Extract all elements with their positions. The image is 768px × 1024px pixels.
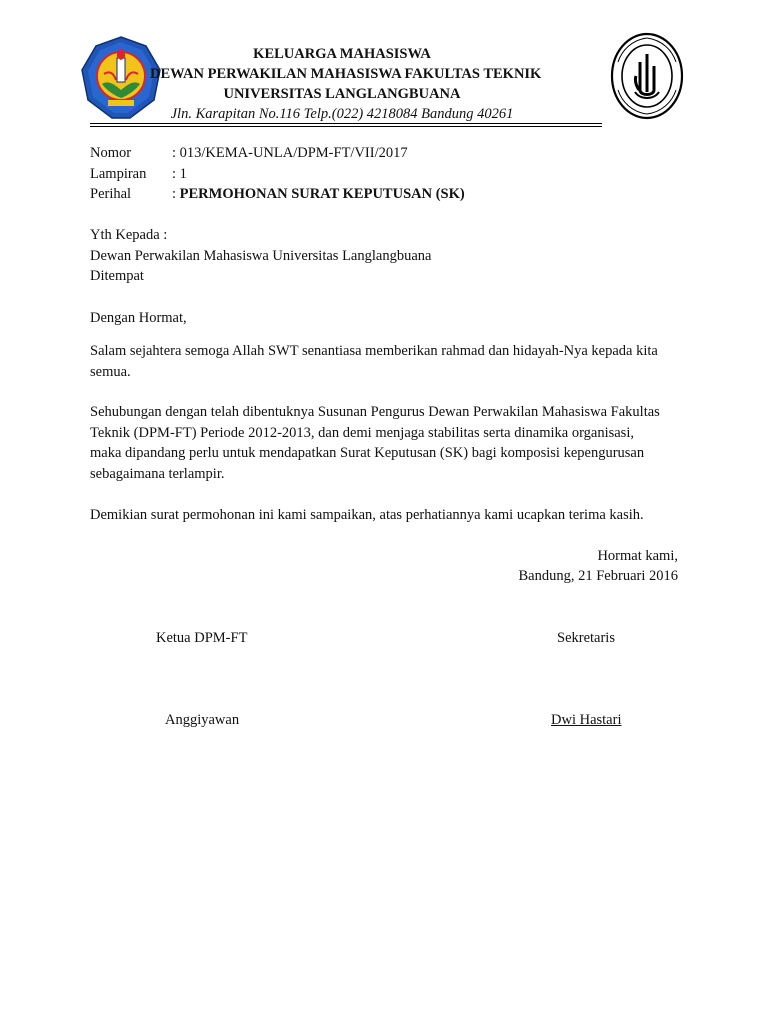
meta-label: Perihal [90, 186, 132, 202]
recipient-line-3: Ditempat [90, 268, 144, 284]
letterhead-line-3: UNIVERSITAS LANGLANGBUANA [223, 86, 461, 102]
signature-right-name: Dwi Hastari [551, 712, 622, 728]
letterhead-line-2: DEWAN PERWAKILAN MAHASISWA FAKULTAS TEKNIK [150, 66, 542, 82]
greeting: Dengan Hormat, [90, 310, 187, 326]
meta-colon: : [172, 186, 180, 202]
meta-row-perihal [90, 184, 465, 205]
letterhead [150, 44, 542, 124]
letter-meta [90, 143, 465, 205]
dpm-seal-icon [610, 32, 684, 120]
signature-left-name: Anggiyawan [165, 712, 240, 728]
meta-value: : 013/KEMA-UNLA/DPM-FT/VII/2017 [172, 145, 408, 161]
letterhead-line-1: KELUARGA MAHASISWA [253, 46, 431, 62]
meta-label: Lampiran [90, 165, 147, 182]
letterhead-divider-2 [90, 126, 602, 127]
meta-label: Nomor [90, 145, 132, 161]
signature-left-role: Ketua DPM-FT [156, 630, 248, 646]
paragraph-3: Demikian surat permohonan ini kami sampaikan, atas perhatiannya kami ucapkan terima kasih. [90, 507, 644, 523]
recipient-line-2: Dewan Perwakilan Mahasiswa Universitas Langlangbuana [90, 247, 432, 264]
signature-right-role: Sekretaris [557, 630, 615, 646]
meta-row-lampiran [90, 164, 465, 185]
paragraph-1: Salam sejahtera semoga Allah SWT senantiasa memberikan rahmad dan hidayah-Nya kepada kita semua. [90, 343, 658, 380]
closing-place-date: Bandung, 21 Februari 2016 [518, 568, 678, 584]
recipient-line-1: Yth Kepada : [90, 227, 168, 243]
meta-value: : 1 [172, 165, 187, 182]
letterhead-address: Jln. Karapitan No.116 Telp.(022) 4218084 Bandung 40261 [170, 106, 514, 122]
paragraph-2: Sehubungan dengan telah dibentuknya Susunan Pengurus Dewan Perwakilan Mahasiswa Fakultas Teknik (DPM-FT) Periode 2012-2013, dan demi menjaga stabilitas serta dinamika organisasi, maka dipandang perlu untuk mendapatkan Surat Keputusan (SK) bagi komposisi kepengurusan sebagaimana terlampir. [90, 404, 660, 482]
closing-salutation: Hormat kami, [597, 548, 678, 564]
letterhead-divider [90, 123, 602, 124]
recipient-block [90, 225, 431, 287]
meta-subject: PERMOHONAN SURAT KEPUTUSAN (SK) [179, 186, 465, 202]
meta-row-nomor [90, 143, 465, 164]
